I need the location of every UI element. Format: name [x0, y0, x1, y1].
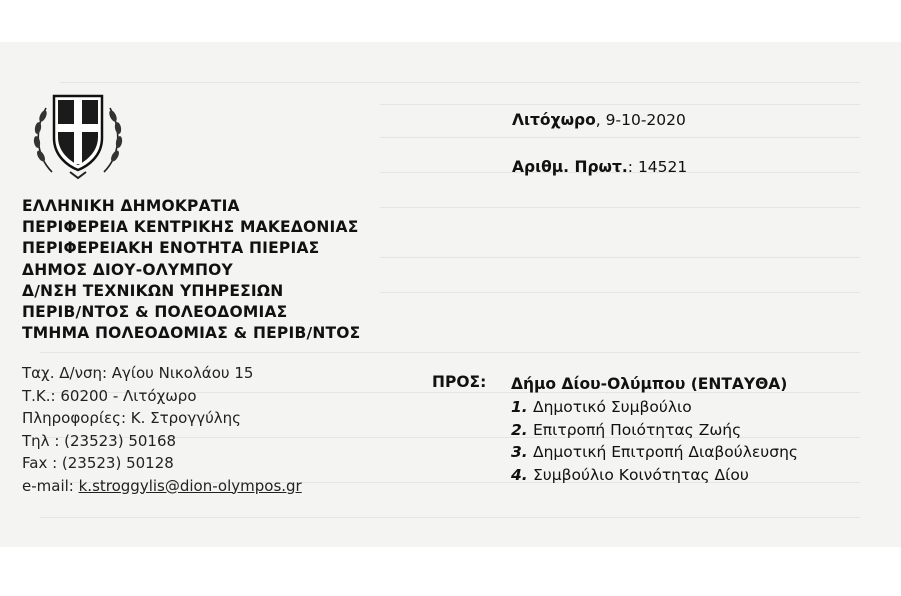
protocol-label: Αριθμ. Πρωτ. — [512, 158, 628, 176]
email-line — [22, 475, 302, 498]
info-line: Πληροφορίες: Κ. Στρογγύλης — [22, 409, 241, 427]
document-date: , 9-10-2020 — [595, 111, 686, 129]
bleed-through-line — [380, 137, 860, 138]
bleed-through-line — [40, 352, 860, 353]
header-line: ΠΕΡΙΦΕΡΕΙΑΚΗ ΕΝΟΤΗΤΑ ΠΙΕΡΙΑΣ — [22, 239, 320, 258]
recipient-text: Επιτροπή Ποιότητας Ζωής — [533, 420, 742, 439]
header-line: ΠΕΡΙΒ/ΝΤΟΣ & ΠΟΛΕΟΔΟΜΙΑΣ — [22, 303, 288, 322]
recipient-number: 3. — [511, 443, 528, 462]
header-line: Δ/ΝΣΗ ΤΕΧΝΙΚΩΝ ΥΠΗΡΕΣΙΩΝ — [22, 281, 284, 300]
contact-block — [22, 362, 302, 497]
bleed-through-line — [380, 257, 860, 258]
header-line: ΕΛΛΗΝΙΚΗ ΔΗΜΟΚΡΑΤΙΑ — [22, 197, 240, 215]
issuing-authority-block — [22, 196, 360, 344]
phone-line: Τηλ : (23523) 50168 — [22, 431, 177, 450]
bleed-through-line — [380, 104, 860, 105]
email-label: e-mail: — [22, 476, 79, 495]
fax-line: Fax : (23523) 50128 — [22, 454, 174, 472]
bleed-through-line — [380, 292, 860, 293]
recipient-item — [511, 419, 798, 442]
recipient-number: 1. — [511, 397, 528, 416]
recipient-main: Δήμο Δίου-Ολύμπου (ΕΝΤΑΥΘΑ) — [511, 375, 788, 393]
place-date-line — [512, 111, 686, 129]
recipients-list — [511, 373, 798, 487]
protocol-value: : 14521 — [627, 158, 688, 176]
recipients-label: ΠΡΟΣ: — [432, 373, 487, 391]
bleed-through-line — [380, 207, 860, 208]
recipient-number: 4. — [511, 466, 528, 485]
recipient-text: Συμβούλιο Κοινότητας Δίου — [533, 466, 749, 485]
protocol-number-line — [512, 158, 687, 176]
email-link[interactable]: k.stroggylis@dion-olympos.gr — [78, 476, 302, 495]
recipient-text: Δημοτικό Συμβούλιο — [533, 397, 692, 416]
bleed-through-line — [60, 82, 860, 83]
header-line: ΔΗΜΟΣ ΔΙΟΥ-ΟΛΥΜΠΟΥ — [22, 260, 233, 279]
recipient-text: Δημοτική Επιτροπή Διαβούλευσης — [533, 443, 799, 462]
recipient-item — [511, 464, 798, 487]
recipient-number: 2. — [511, 420, 528, 439]
recipient-item — [511, 441, 798, 464]
header-line: ΠΕΡΙΦΕΡΕΙΑ ΚΕΝΤΡΙΚΗΣ ΜΑΚΕΔΟΝΙΑΣ — [22, 218, 359, 237]
postal-line: Τ.Κ.: 60200 - Λιτόχωρο — [22, 386, 197, 405]
bleed-through-line — [40, 517, 860, 518]
place-name: Λιτόχωρο — [512, 111, 596, 129]
header-line: ΤΜΗΜΑ ΠΟΛΕΟΔΟΜΙΑΣ & ΠΕΡΙΒ/ΝΤΟΣ — [22, 324, 361, 343]
greek-coat-of-arms-emblem — [30, 86, 126, 182]
address-line: Ταχ. Δ/νση: Αγίου Νικολάου 15 — [22, 364, 254, 382]
recipient-item — [511, 396, 798, 419]
